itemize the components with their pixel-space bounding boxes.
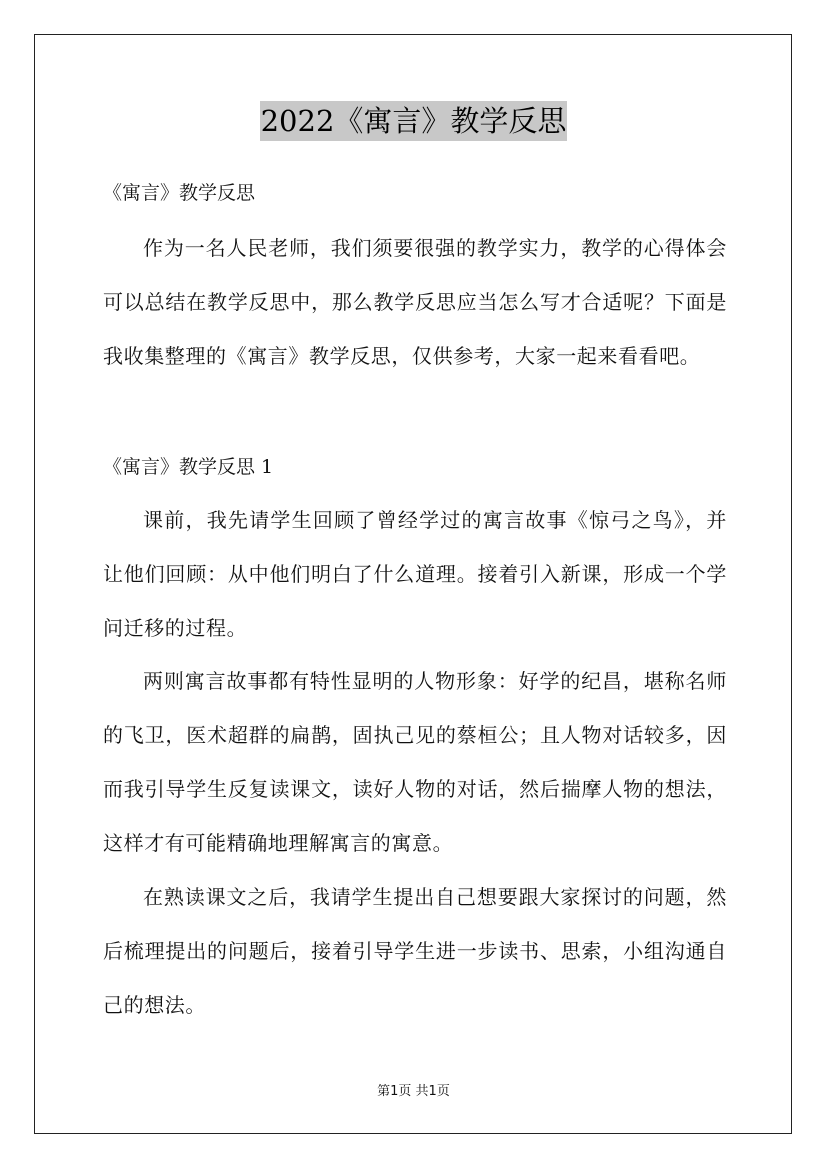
- page-footer: 第1页 共1页: [377, 1084, 450, 1099]
- body-paragraph-3: 在熟读课文之后，我请学生提出自己想要跟大家探讨的问题，然后梳理提出的问题后，接着引导学生进一步读书、思索，小组沟通自己的想法。: [103, 885, 727, 1017]
- document-title: 2022《寓言》教学反思: [260, 101, 568, 141]
- document-subtitle: 《寓言》教学反思: [103, 182, 256, 204]
- intro-paragraph: 作为一名人民老师，我们须要很强的教学实力，教学的心得体会可以总结在教学反思中，那么教学反思应当怎么写才合适呢？下面是我收集整理的《寓言》教学反思，仅供参考，大家一起来看看吧。: [103, 236, 727, 368]
- body-paragraph-2: 两则寓言故事都有特性显明的人物形象：好学的纪昌，堪称名师的飞卫，医术超群的扁鹊，固执己见的蔡桓公；且人物对话较多，因而我引导学生反复读课文，读好人物的对话，然后揣摩人物的想法，这样才有可能精确地理解寓言的寓意。: [103, 669, 727, 855]
- title-container: [0, 101, 827, 141]
- body-paragraph-1: 课前，我先请学生回顾了曾经学过的寓言故事《惊弓之鸟》，并让他们回顾：从中他们明白了什么道理。接着引入新课，形成一个学问迁移的过程。: [103, 508, 727, 640]
- section-heading: 《寓言》教学反思 1: [103, 456, 274, 478]
